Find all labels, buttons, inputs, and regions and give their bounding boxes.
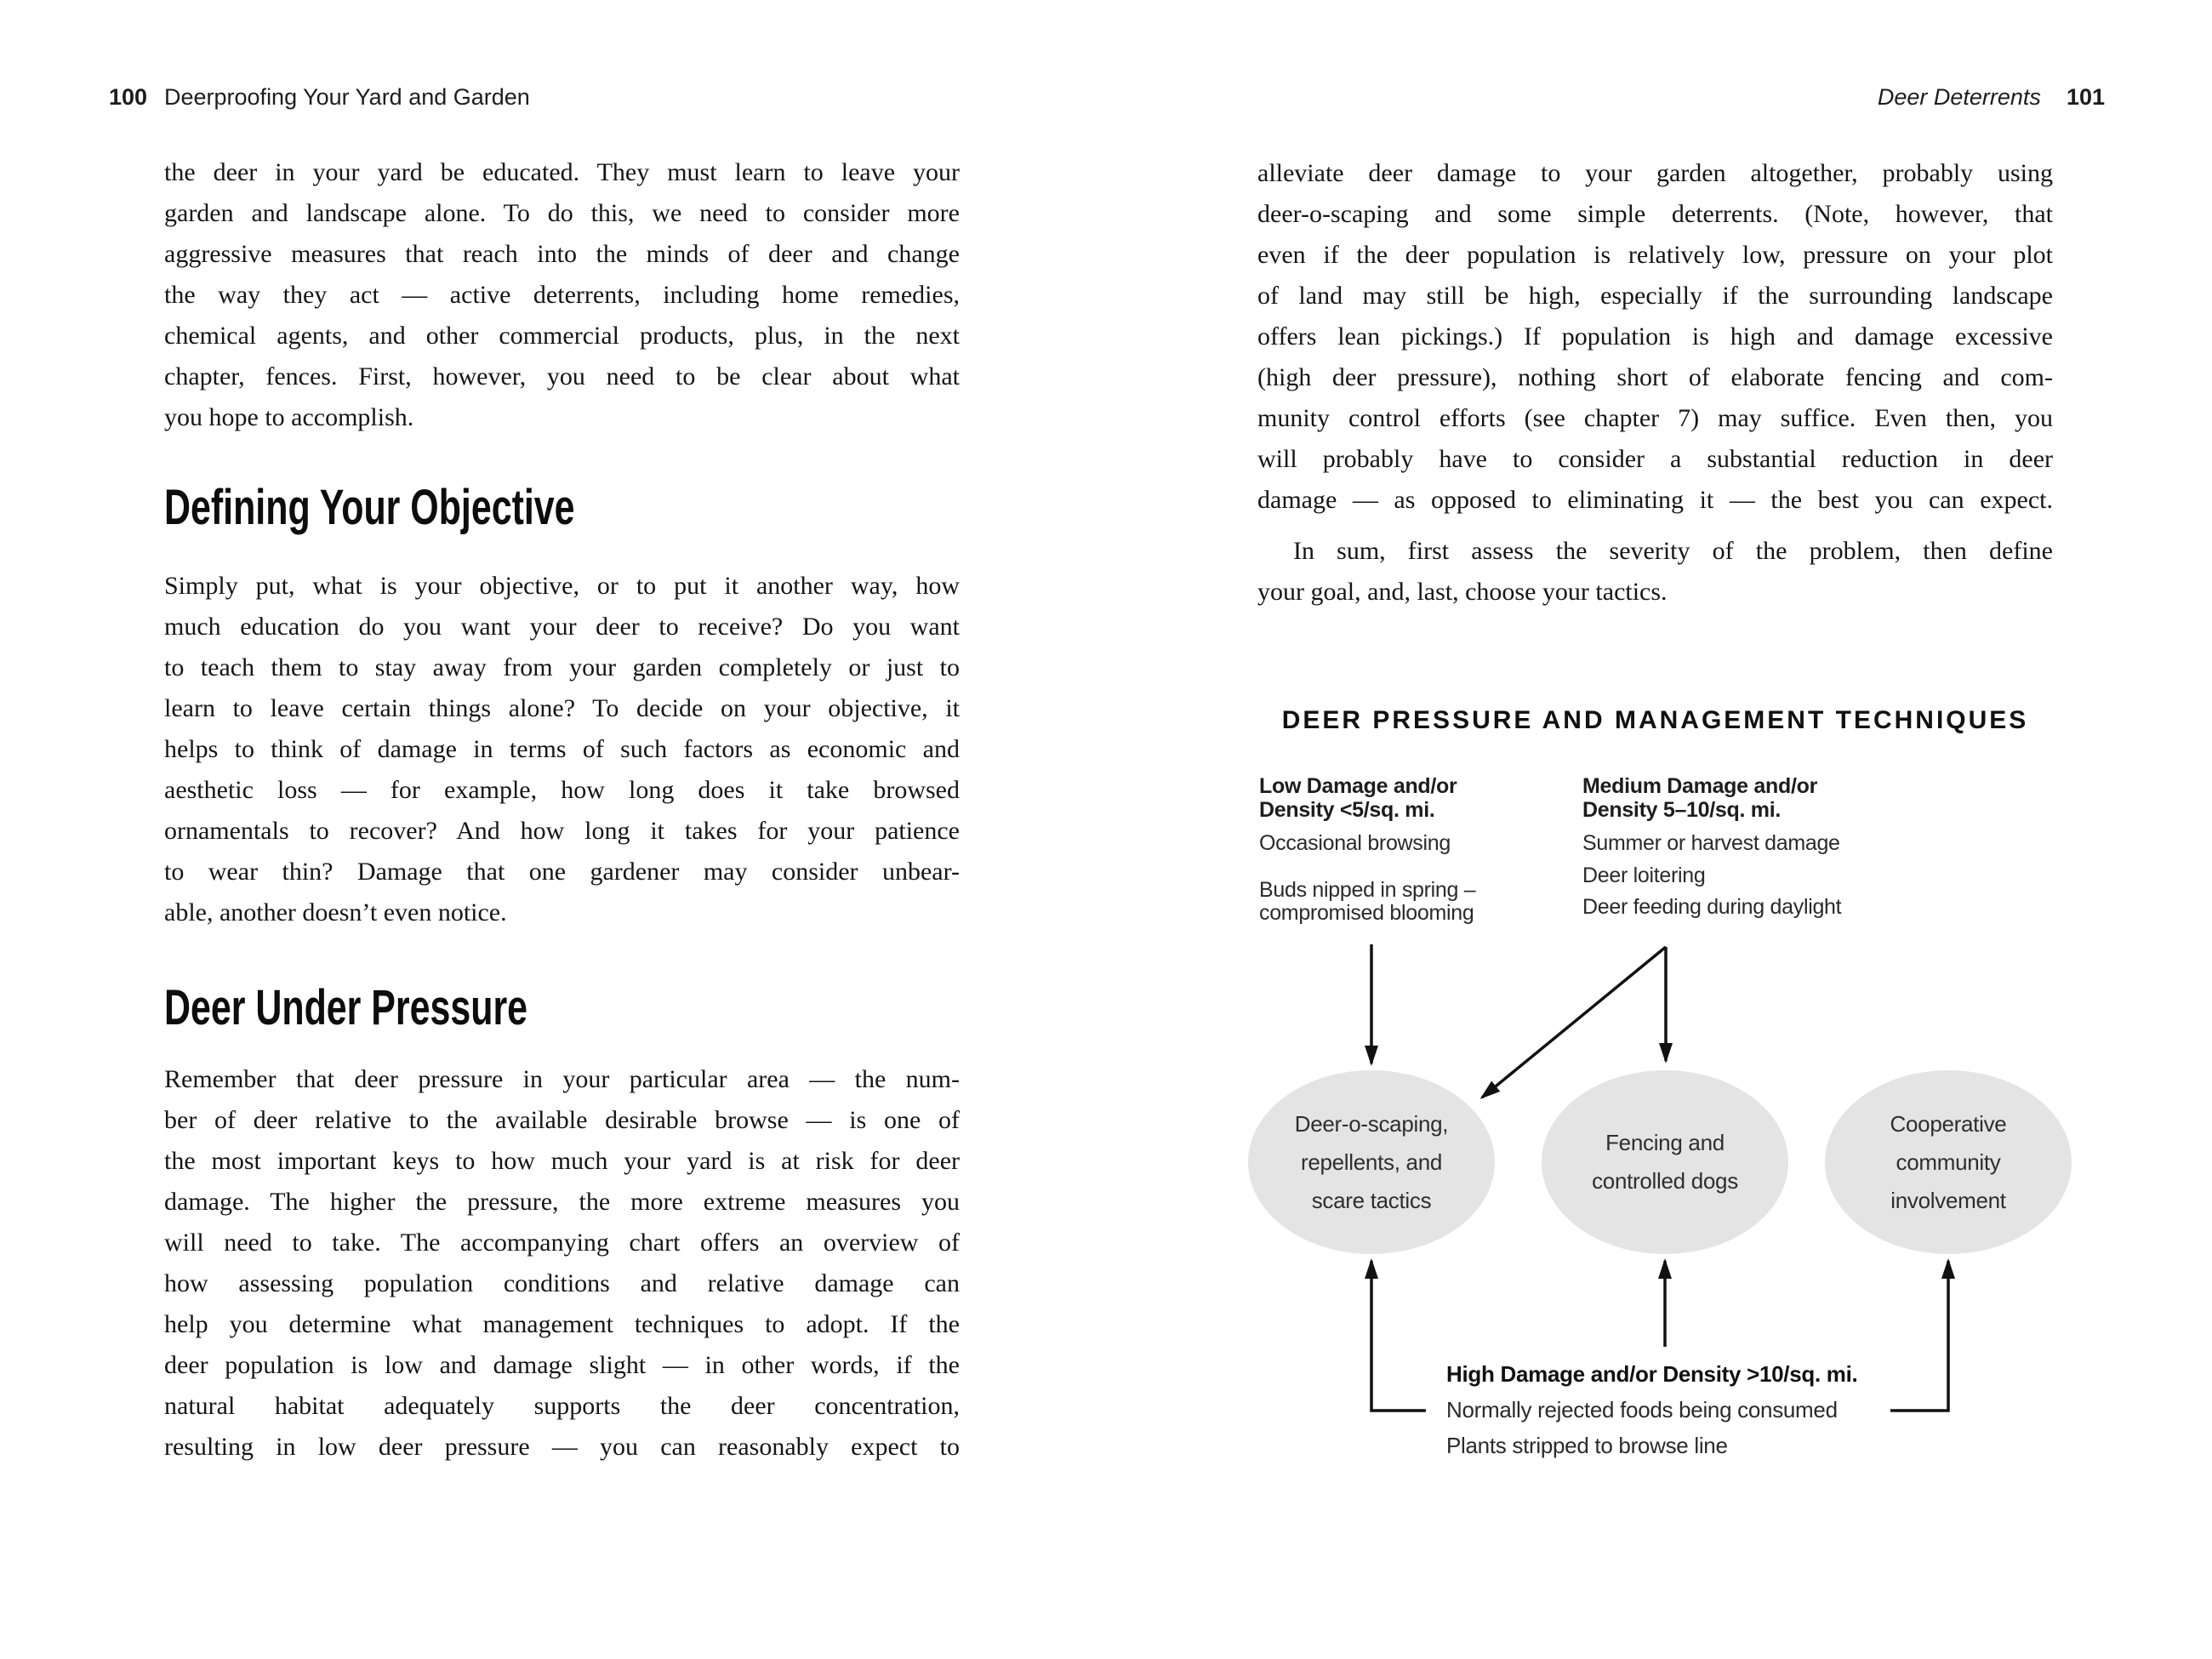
arrow-high-to-ellipse3 — [1890, 1261, 1948, 1411]
diagram-medium-item: Deer feeding during daylight — [1582, 895, 1842, 919]
low-heading-line: Low Damage and/or — [1259, 774, 1457, 798]
paragraph — [164, 1059, 960, 1468]
text-line: to teach them to stay away from your garden completely or just to — [164, 653, 960, 681]
text-line: Simply put, what is your objective, or to put it another way, how — [164, 572, 960, 600]
text-line: help you determine what management techniques to adopt. If the — [164, 1310, 960, 1338]
paragraph — [1257, 153, 2053, 521]
ellipse-text-line: Deer-o-scaping, — [1294, 1110, 1449, 1137]
ellipse-text-line: repellents, and — [1300, 1149, 1443, 1175]
text-line: to wear thin? Damage that one gardener may consider unbear- — [164, 858, 960, 886]
text-line: damage — as opposed to eliminating it — the best you can expect. — [1257, 486, 2053, 514]
text-line: offers lean pickings.) If population is high and damage excessive — [1257, 322, 2053, 351]
text-line: chemical agents, and other commercial products, plus, in the next — [164, 322, 960, 350]
text-line: deer-o-scaping and some simple deterrents. (Note, however, that — [1257, 200, 2053, 228]
text-line: will need to take. The accompanying chart offers an overview of — [164, 1229, 960, 1257]
text-line: In sum, first assess the severity of the problem, then define — [1293, 537, 2053, 565]
right-running-head-group — [1878, 85, 2105, 109]
arrow-medium-to-ellipse1 — [1482, 947, 1666, 1097]
ellipse-text-line: scare tactics — [1311, 1187, 1432, 1213]
text-line: the most important keys to how much your yard is at risk for deer — [164, 1147, 960, 1175]
text-line: learn to leave certain things alone? To decide on your objective, it — [164, 694, 960, 722]
section-heading: Deer Under Pressure — [164, 980, 528, 1035]
text-line: much education do you want your deer to receive? Do you want — [164, 613, 960, 641]
paragraph — [164, 152, 960, 438]
arrow-high-to-ellipse1 — [1371, 1261, 1426, 1411]
diagram-low-column-heading — [1259, 774, 1457, 822]
diagram-high-item: Normally rejected foods being consumed — [1446, 1397, 1838, 1422]
section-heading: Defining Your Objective — [164, 480, 575, 535]
diagram-medium-item: Deer loitering — [1582, 864, 1706, 887]
ellipse-text-line: community — [1896, 1149, 2001, 1175]
text-line: aggressive measures that reach into the minds of deer and change — [164, 240, 960, 268]
diagram-medium-item: Summer or harvest damage — [1582, 831, 1840, 855]
text-line: ber of deer relative to the available desirable browse — is one of — [164, 1106, 960, 1134]
diagram-high-heading: High Damage and/or Density >10/sq. mi. — [1446, 1361, 1858, 1387]
left-running-head: Deerproofing Your Yard and Garden — [164, 84, 530, 110]
ellipse-text-line: Cooperative — [1890, 1110, 2007, 1137]
text-line: Remember that deer pressure in your particular area — the num- — [164, 1065, 960, 1093]
text-line: munity control efforts (see chapter 7) may suffice. Even then, you — [1257, 404, 2053, 432]
left-page-number: 100 — [109, 84, 148, 110]
text-line: the deer in your yard be educated. They must learn to leave your — [164, 158, 960, 186]
text-line: chapter, fences. First, however, you need to be clear about what — [164, 362, 960, 391]
text-line: deer population is low and damage slight — in other words, if the — [164, 1351, 960, 1379]
text-line: (high deer pressure), nothing short of elaborate fencing and com- — [1257, 363, 2053, 391]
diagram-low-item: Occasional browsing — [1259, 831, 1451, 855]
text-line: will probably have to consider a substantial reduction in deer — [1257, 445, 2053, 473]
text-line: of land may still be high, especially if the surrounding landscape — [1257, 282, 2053, 310]
text-line: garden and landscape alone. To do this, we need to consider more — [164, 199, 960, 227]
text-line: damage. The higher the pressure, the more extreme measures you — [164, 1188, 960, 1216]
diagram-low-item — [1259, 879, 1475, 925]
text-line: aesthetic loss — for example, how long does it take browsed — [164, 776, 960, 804]
text-line: how assessing population conditions and relative damage can — [164, 1269, 960, 1297]
paragraph — [164, 566, 960, 933]
right-running-head: Deer Deterrents — [1877, 84, 2041, 110]
text-line: able, another doesn’t even notice. — [164, 898, 507, 926]
text-line: ornamentals to recover? And how long it takes for your patience — [164, 817, 960, 845]
ellipse-text-line: involvement — [1890, 1187, 2006, 1213]
text-line: resulting in low deer pressure — you can reasonably expect to — [164, 1433, 960, 1461]
medium-heading-line: Medium Damage and/or — [1582, 774, 1817, 798]
right-page-number: 101 — [2066, 84, 2105, 110]
text-line: natural habitat adequately supports the deer concentration, — [164, 1392, 960, 1420]
text-line: you hope to accomplish. — [164, 403, 414, 431]
paragraph — [1257, 531, 2053, 613]
ellipse-text-line: controlled dogs — [1592, 1168, 1738, 1194]
text-line: even if the deer population is relatively low, pressure on your plot — [1257, 241, 2053, 269]
low-item-line: compromised blooming — [1259, 901, 1474, 925]
text-line: helps to think of damage in terms of such factors as economic and — [164, 735, 960, 763]
diagram-high-item: Plants stripped to browse line — [1446, 1433, 1728, 1458]
text-line: alleviate deer damage to your garden altogether, probably using — [1257, 159, 2053, 187]
ellipse-text-line: Fencing and — [1605, 1130, 1725, 1155]
diagram-medium-column-heading — [1582, 774, 1817, 822]
low-item-line: Buds nipped in spring – — [1259, 878, 1476, 902]
low-heading-line: Density <5/sq. mi. — [1259, 798, 1435, 822]
text-line: your goal, and, last, choose your tactics. — [1257, 578, 1668, 606]
text-line: the way they act — active deterrents, including home remedies, — [164, 281, 960, 309]
diagram-title: DEER PRESSURE AND MANAGEMENT TECHNIQUES — [1281, 706, 2029, 734]
medium-heading-line: Density 5–10/sq. mi. — [1582, 798, 1782, 822]
